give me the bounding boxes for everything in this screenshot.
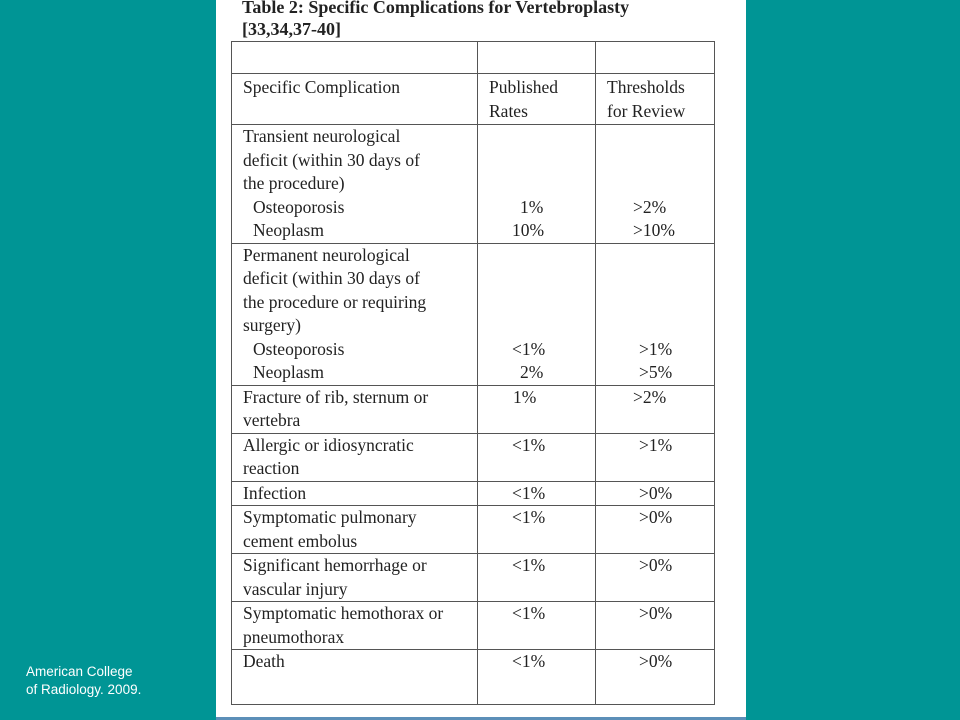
complication-cell [232,650,478,705]
table-title-line1: Table 2: Specific Complications for Vertebroplasty [242,0,630,17]
complications-table [231,41,715,705]
threshold-cell [596,650,715,705]
complication-cell [232,243,478,385]
complication-text: Fracture of rib, sternum or [243,386,429,407]
rate-value: 1% [520,196,544,217]
complication-cell [232,554,478,602]
complication-text: Allergic or idiosyncratic [243,434,414,455]
complication-text: Death [243,651,285,671]
complication-text: vascular injury [243,578,348,599]
complication-cell [232,125,478,244]
rate-value: <1% [512,555,546,575]
subitem-label: Neoplasm [253,220,324,240]
threshold-value: >1% [639,434,673,455]
threshold-value: >10% [633,220,675,240]
complication-text: reaction [243,458,300,478]
complication-text: surgery) [243,315,301,335]
threshold-cell [596,433,715,481]
rate-cell [478,602,596,650]
header-complication [232,74,478,125]
table-row [232,125,715,244]
complication-cell [232,602,478,650]
threshold-value: >5% [639,362,673,382]
rate-cell [478,125,596,244]
complications-table-wrapper [231,41,714,698]
subitem-label: Osteoporosis [253,338,345,359]
threshold-value: >0% [639,555,673,575]
complication-text: Symptomatic pulmonary [243,507,417,527]
complication-text: the procedure) [243,173,345,193]
threshold-value: >0% [639,482,673,503]
complication-text: cement embolus [243,530,358,551]
header-published-rates [478,74,596,125]
rate-value: 1% [513,386,537,407]
rate-cell [478,554,596,602]
complication-text: Significant hemorrhage or [243,555,427,575]
threshold-cell [596,602,715,650]
complication-text: Symptomatic hemothorax or [243,603,444,623]
table-title-line2: [33,34,37-40] [242,19,341,39]
table-row [232,433,715,481]
threshold-cell [596,554,715,602]
header-complication-text: Specific Complication [243,77,400,97]
subitem-label: Osteoporosis [253,196,345,217]
rate-cell [478,385,596,433]
rate-value: 2% [520,362,544,382]
header-thresholds-line2: for Review [607,100,686,121]
header-thresholds [596,74,715,125]
complication-text: Infection [243,482,307,503]
rate-value: <1% [512,338,546,359]
threshold-cell [596,243,715,385]
complication-cell [232,433,478,481]
threshold-cell [596,506,715,554]
rate-value: <1% [512,507,546,527]
source-credit [26,663,206,699]
rate-cell [478,481,596,506]
complication-text: the procedure or requiring [243,291,427,312]
header-thresholds-line1: Thresholds [607,77,685,97]
rate-cell [478,433,596,481]
rate-cell [478,243,596,385]
threshold-value: >0% [639,507,673,527]
table-row [232,506,715,554]
table-title [242,0,732,40]
threshold-cell [596,125,715,244]
rate-value: <1% [512,651,546,671]
complication-text: pneumothorax [243,626,345,647]
threshold-value: >1% [639,338,673,359]
rate-value: <1% [512,603,546,623]
complication-cell [232,481,478,506]
table-row [232,650,715,705]
source-credit-line1: American College [26,664,133,679]
source-credit-line2: of Radiology. 2009. [26,682,142,697]
rate-value: <1% [512,482,546,503]
table-row [232,243,715,385]
complication-text: deficit (within 30 days of [243,268,420,288]
complication-text: vertebra [243,410,301,430]
threshold-value: >2% [633,196,667,217]
complication-cell [232,385,478,433]
rate-cell [478,506,596,554]
table-cell [232,42,478,74]
table-row [232,481,715,506]
table-row [232,554,715,602]
header-rates-line1: Published [489,77,559,97]
subitem-label: Neoplasm [253,362,324,382]
complication-text: deficit (within 30 days of [243,149,420,170]
table-cell [478,42,596,74]
table-header-row [232,74,715,125]
complication-text: Permanent neurological [243,244,410,265]
threshold-cell [596,481,715,506]
complication-text: Transient neurological [243,126,401,146]
threshold-value: >2% [633,386,667,407]
rate-value: 10% [512,220,545,240]
header-rates-line2: Rates [489,100,528,121]
threshold-value: >0% [639,603,673,623]
rate-value: <1% [512,434,546,455]
rate-cell [478,650,596,705]
threshold-value: >0% [639,651,673,671]
table-row [232,602,715,650]
table-empty-row [232,42,715,74]
threshold-cell [596,385,715,433]
table-row [232,385,715,433]
complication-cell [232,506,478,554]
table-cell [596,42,715,74]
